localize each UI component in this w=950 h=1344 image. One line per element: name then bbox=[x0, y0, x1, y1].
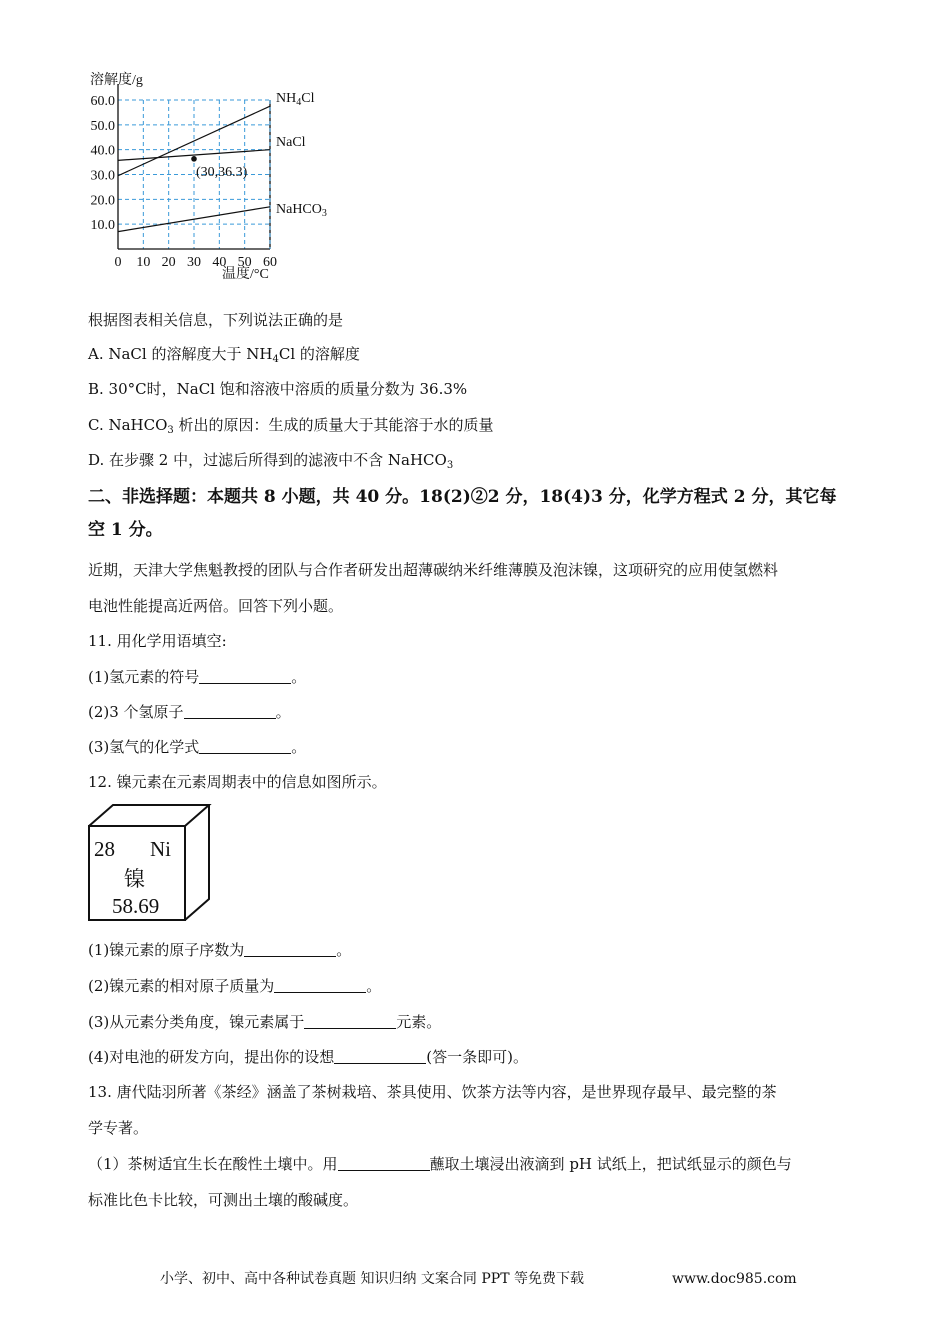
data-point-marker bbox=[191, 156, 197, 162]
series-label-nacl: NaCl bbox=[276, 134, 306, 150]
element-cube bbox=[86, 802, 216, 924]
q11-item2 bbox=[88, 702, 291, 722]
q12-item4-end: (答一条即可)。 bbox=[426, 1048, 528, 1066]
q10-d-sub: 3 bbox=[446, 460, 454, 471]
q10-a-text-end: Cl 的溶解度 bbox=[278, 345, 360, 363]
q12-blank2[interactable] bbox=[274, 977, 366, 993]
element-name: 镍 bbox=[124, 867, 145, 891]
q12-item3-text: (3)从元素分类角度，镍元素属于 bbox=[88, 1013, 305, 1031]
x-tick-label: 10 bbox=[136, 255, 151, 270]
q12-item1-text: (1)镍元素的原子序数为 bbox=[88, 941, 245, 959]
q11-item3 bbox=[88, 737, 306, 757]
q12-item1 bbox=[88, 940, 351, 960]
q11-blank2[interactable] bbox=[184, 703, 276, 719]
intro-line2: 电池性能提高近两倍。回答下列小题。 bbox=[88, 597, 344, 615]
y-tick-label: 10.0 bbox=[90, 218, 115, 234]
y-tick-label: 20.0 bbox=[90, 193, 115, 209]
y-axis-label: 溶解度/g bbox=[90, 73, 143, 88]
x-tick-label: 50 bbox=[237, 255, 252, 270]
q10-a-sub: 4 bbox=[272, 354, 279, 365]
q12-item3 bbox=[88, 1012, 441, 1032]
q12-item2 bbox=[88, 976, 381, 996]
element-mass: 58.69 bbox=[112, 894, 160, 918]
q12-item3-end: 元素。 bbox=[396, 1013, 442, 1031]
q10-stem: 根据图表相关信息，下列说法正确的是 bbox=[88, 311, 344, 329]
q11-title: 11. 用化学用语填空: bbox=[88, 632, 227, 650]
x-tick-label: 20 bbox=[161, 255, 176, 270]
q12-item2-end: 。 bbox=[366, 977, 382, 995]
x-axis-label: 温度/°C bbox=[222, 267, 269, 282]
q12-item4 bbox=[88, 1047, 528, 1067]
q13-part1-text: （1）茶树适宜生长在酸性土壤中。用 bbox=[88, 1155, 338, 1173]
series-label-nh4cl: $NH_4Cl$ bbox=[276, 91, 315, 109]
q12-item4-text: (4)对电池的研发方向，提出你的设想 bbox=[88, 1048, 335, 1066]
q11-item1 bbox=[88, 667, 306, 687]
x-tick-label: 30 bbox=[187, 255, 201, 270]
solubility-chart bbox=[80, 66, 360, 286]
section2-heading-line2: 空 1 分。 bbox=[88, 520, 163, 540]
q11-blank3[interactable] bbox=[199, 738, 291, 754]
q10-d-text: D. 在步骤 2 中，过滤后所得到的滤液中不含 NaHCO bbox=[88, 451, 447, 469]
q12-blank3[interactable] bbox=[304, 1013, 396, 1029]
q13-blank1[interactable] bbox=[338, 1155, 430, 1171]
q11-item1-end: 。 bbox=[291, 668, 307, 686]
q12-title: 12. 镍元素在元素周期表中的信息如图所示。 bbox=[88, 773, 387, 791]
q10-a-text: A. NaCl 的溶解度大于 NH bbox=[88, 345, 273, 363]
intro-line1: 近期，天津大学焦魁教授的团队与合作者研发出超薄碳纳米纤维薄膜及泡沫镍，这项研究的应用使氢燃料 bbox=[88, 561, 779, 579]
q11-item3-end: 。 bbox=[291, 738, 307, 756]
x-tick-label: 60 bbox=[263, 255, 277, 270]
q10-c-text: C. NaHCO bbox=[88, 416, 168, 434]
q10-c-text-end: 析出的原因：生成的质量大于其能溶于水的质量 bbox=[173, 416, 494, 434]
q13-line1: 13. 唐代陆羽所著《茶经》涵盖了茶树栽培、茶具使用、饮茶方法等内容，是世界现存最早、最完整的茶 bbox=[88, 1083, 777, 1101]
x-tick-label: 0 bbox=[114, 255, 122, 270]
footer-url[interactable]: www.doc985.com bbox=[672, 1271, 797, 1287]
element-number: 28 bbox=[94, 837, 115, 861]
q11-item3-text: (3)氢气的化学式 bbox=[88, 738, 200, 756]
x-tick-label: 40 bbox=[212, 255, 227, 270]
q13-part1-line2: 标准比色卡比较，可测出土壤的酸碱度。 bbox=[88, 1191, 359, 1209]
data-point-label: (30,36.3) bbox=[196, 164, 248, 180]
q11-blank1[interactable] bbox=[199, 668, 291, 684]
q12-item1-end: 。 bbox=[336, 941, 352, 959]
q10-c-sub: 3 bbox=[167, 425, 174, 436]
q11-item1-text: (1)氢元素的符号 bbox=[88, 668, 200, 686]
q12-blank4[interactable] bbox=[334, 1048, 426, 1064]
footer-text: 小学、初中、高中各种试卷真题 知识归纳 文案合同 PPT 等免费下载 bbox=[160, 1271, 584, 1287]
y-tick-label: 60.0 bbox=[90, 94, 115, 109]
y-tick-label: 50.0 bbox=[90, 118, 115, 134]
element-symbol: Ni bbox=[150, 837, 171, 861]
q11-item2-text: (2)3 个氢原子 bbox=[88, 703, 184, 721]
q11-item2-end: 。 bbox=[275, 703, 291, 721]
q10-option-c bbox=[88, 415, 494, 435]
q13-part1-text-end: 蘸取土壤浸出液滴到 pH 试纸上，把试纸显示的颜色与 bbox=[429, 1155, 792, 1173]
q10-option-b: B. 30°C时，NaCl 饱和溶液中溶质的质量分数为 36.3% bbox=[88, 380, 468, 398]
q12-blank1[interactable] bbox=[244, 941, 336, 957]
y-tick-label: 40.0 bbox=[90, 143, 115, 159]
chart-series-labels bbox=[276, 91, 327, 219]
section2-heading-line1: 二、非选择题：本题共 8 小题，共 40 分。18(2)②2 分，18(4)3 分，化学方程式 2 分，其它每 bbox=[88, 487, 837, 507]
y-tick-label: 30.0 bbox=[90, 168, 115, 184]
q10-option-a bbox=[88, 344, 360, 364]
q10-option-d bbox=[88, 450, 453, 470]
q12-item2-text: (2)镍元素的相对原子质量为 bbox=[88, 977, 275, 995]
q13-part1 bbox=[88, 1154, 792, 1174]
series-label-nahco3: NaHCO$_3$ bbox=[276, 201, 327, 219]
q13-line2: 学专著。 bbox=[88, 1119, 149, 1137]
